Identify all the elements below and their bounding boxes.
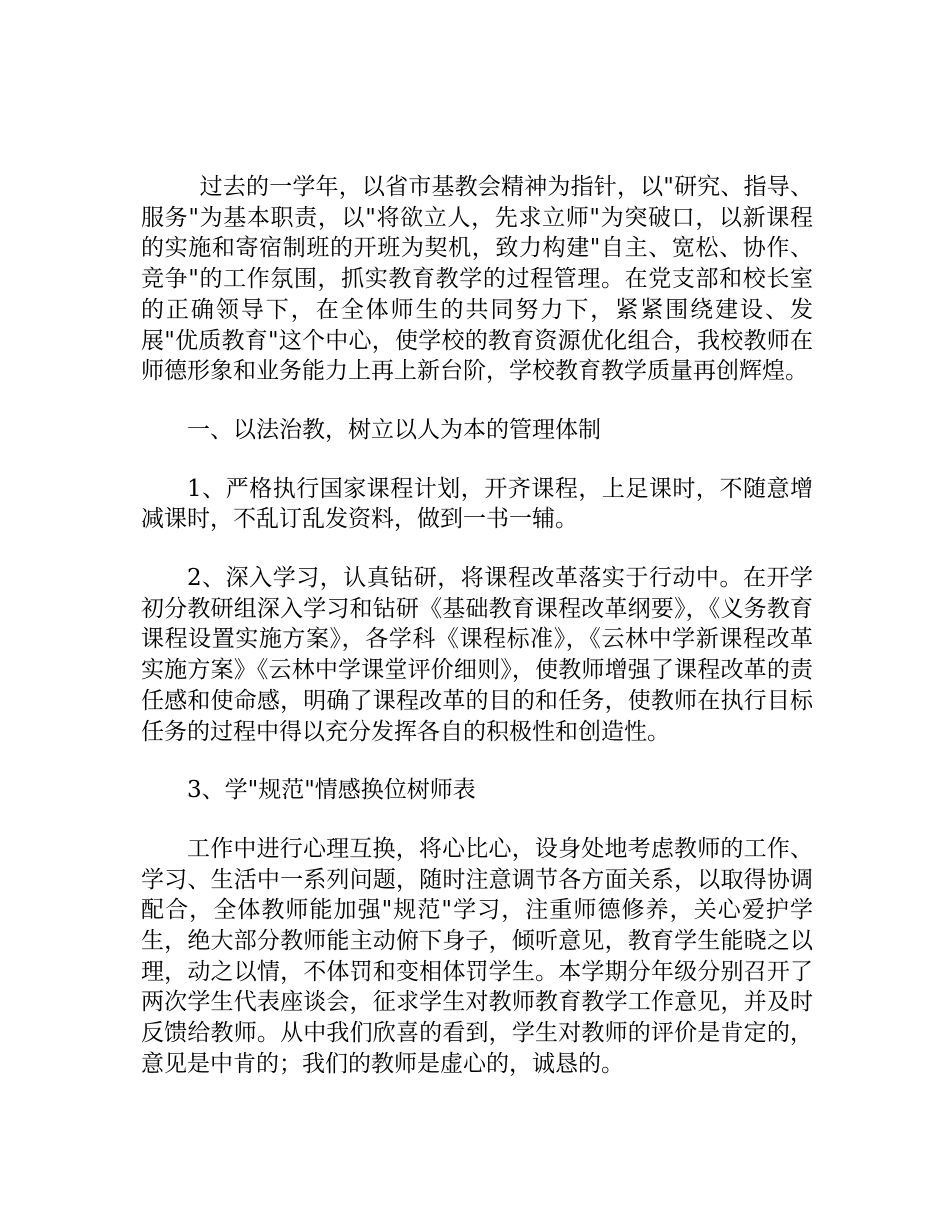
item-2-paragraph: 2、深入学习，认真钻研，将课程改革落实于行动中。在开学初分教研组深入学习和钻研《基础教育课程改革纲要》，《义务教育课程设置实施方案》，各学科《课程标准》，《云林中学新课程改革实施方案》《云林中学课堂评价细则》，使教师增强了课程改革的责任感和使命感，明确了课程改革的目的和任务，使教师在执行目标任务的过程中得以充分发挥各自的积极性和创造性。 [141, 565, 813, 745]
paragraph-gap [141, 535, 813, 563]
paragraph-gap [141, 806, 813, 834]
item-1-paragraph: 1、严格执行国家课程计划，开齐课程，上足课时，不随意增减课时，不乱订乱发资料，做到一书一辅。 [141, 475, 813, 533]
paragraph-gap [141, 387, 813, 415]
work-paragraph: 工作中进行心理互换，将心比心，设身处地考虑教师的工作、学习、生活中一系列问题，随时注意调节各方面关系，以取得协调配合，全体教师能加强"规范"学习，注重师德修养，关心爱护学生，绝大部分教师能主动俯下身子，倾听意见，教育学生能晓之以理，动之以情，不体罚和变相体罚学生。本学期分年级分别召开了两次学生代表座谈会，征求学生对教师教育教学工作意见，并及时反馈给教师。从中我们欣喜的看到，学生对教师的评价是肯定的，意见是中肯的；我们的教师是虚心的，诚恳的。 [141, 835, 813, 1077]
document-body [141, 172, 813, 1080]
intro-paragraph: 过去的一学年，以省市基教会精神为指针，以"研究、指导、服务"为基本职责，以"将欲立人，先求立师"为突破口，以新课程的实施和寄宿制班的开班为契机，致力构建"自主、宽松、协作、竞争"的工作氛围，抓实教育教学的过程管理。在党支部和校长室的正确领导下，在全体师生的共同努力下，紧紧围绕建设、发展"优质教育"这个中心，使学校的教育资源优化组合，我校教师在师德形象和业务能力上再上新台阶，学校教育教学质量再创辉煌。 [141, 174, 813, 385]
item-3-heading: 3、学"规范"情感换位树师表 [187, 777, 476, 804]
section-heading: 一、以法治教，树立以人为本的管理体制 [187, 416, 601, 443]
paragraph-gap [141, 446, 813, 474]
paragraph-gap [141, 747, 813, 775]
